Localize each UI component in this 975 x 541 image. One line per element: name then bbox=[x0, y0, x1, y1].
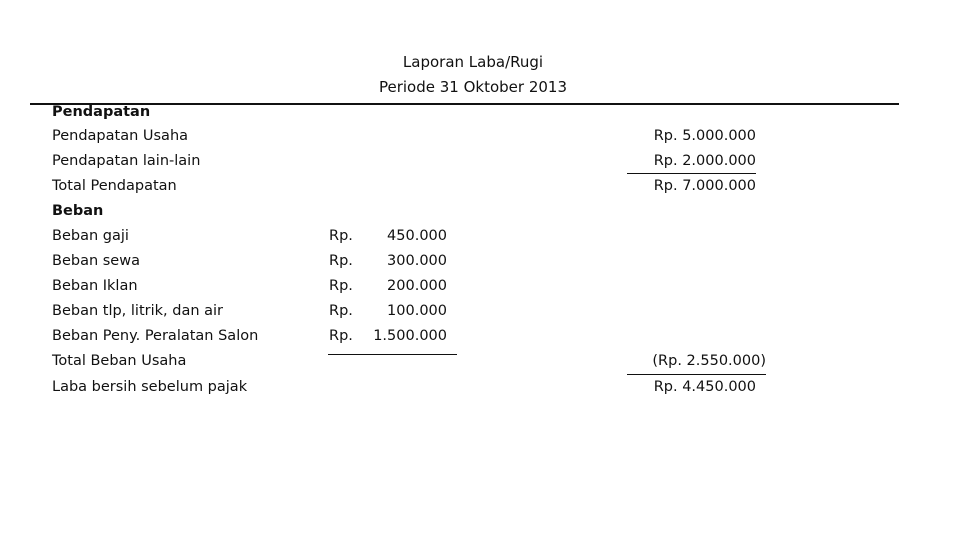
total-pendapatan-row bbox=[0, 176, 975, 196]
pendapatan-subtotal-rule bbox=[627, 173, 756, 174]
report-title: Laporan Laba/Rugi bbox=[402, 53, 544, 71]
pendapatan-heading: Pendapatan bbox=[52, 104, 151, 120]
report-period: Periode 31 Oktober 2013 bbox=[378, 78, 568, 96]
laba-amount: Rp. 4.450.000 bbox=[653, 379, 756, 395]
pendapatan-usaha-amount: Rp. 5.000.000 bbox=[653, 128, 756, 144]
pendapatan-heading-row bbox=[0, 102, 975, 122]
pendapatan-lain-row bbox=[0, 151, 975, 171]
total-beban-amount: (Rp. 2.550.000) bbox=[652, 353, 766, 369]
beban-utilitas-currency: Rp. bbox=[329, 303, 353, 319]
beban-utilitas-label: Beban tlp, litrik, dan air bbox=[52, 303, 224, 319]
beban-penyusutan-currency: Rp. bbox=[329, 328, 353, 344]
beban-penyusutan-row bbox=[0, 326, 975, 346]
beban-penyusutan-label: Beban Peny. Peralatan Salon bbox=[52, 328, 259, 344]
beban-sewa-row bbox=[0, 251, 975, 271]
pendapatan-usaha-row bbox=[0, 126, 975, 146]
pendapatan-usaha-label: Pendapatan Usaha bbox=[52, 128, 189, 144]
laba-rule bbox=[627, 374, 766, 375]
beban-gaji-label: Beban gaji bbox=[52, 228, 129, 244]
beban-heading: Beban bbox=[52, 203, 104, 219]
beban-heading-row bbox=[0, 201, 975, 221]
total-beban-row bbox=[0, 351, 975, 371]
beban-iklan-currency: Rp. bbox=[329, 278, 353, 294]
total-pendapatan-amount: Rp. 7.000.000 bbox=[653, 178, 756, 194]
beban-penyusutan-amount: 1.500.000 bbox=[373, 328, 447, 344]
total-pendapatan-label: Total Pendapatan bbox=[52, 178, 177, 194]
beban-iklan-row bbox=[0, 276, 975, 296]
beban-iklan-label: Beban Iklan bbox=[52, 278, 138, 294]
beban-gaji-amount: 450.000 bbox=[387, 228, 447, 244]
total-beban-label: Total Beban Usaha bbox=[52, 353, 187, 369]
laba-label: Laba bersih sebelum pajak bbox=[52, 379, 248, 395]
beban-utilitas-amount: 100.000 bbox=[387, 303, 447, 319]
pendapatan-lain-amount: Rp. 2.000.000 bbox=[653, 153, 756, 169]
beban-sewa-currency: Rp. bbox=[329, 253, 353, 269]
beban-utilitas-row bbox=[0, 301, 975, 321]
beban-gaji-row bbox=[0, 226, 975, 246]
beban-gaji-currency: Rp. bbox=[329, 228, 353, 244]
beban-iklan-amount: 200.000 bbox=[387, 278, 447, 294]
beban-sewa-label: Beban sewa bbox=[52, 253, 140, 269]
beban-sewa-amount: 300.000 bbox=[387, 253, 447, 269]
laba-row bbox=[0, 377, 975, 397]
pendapatan-lain-label: Pendapatan lain-lain bbox=[52, 153, 201, 169]
